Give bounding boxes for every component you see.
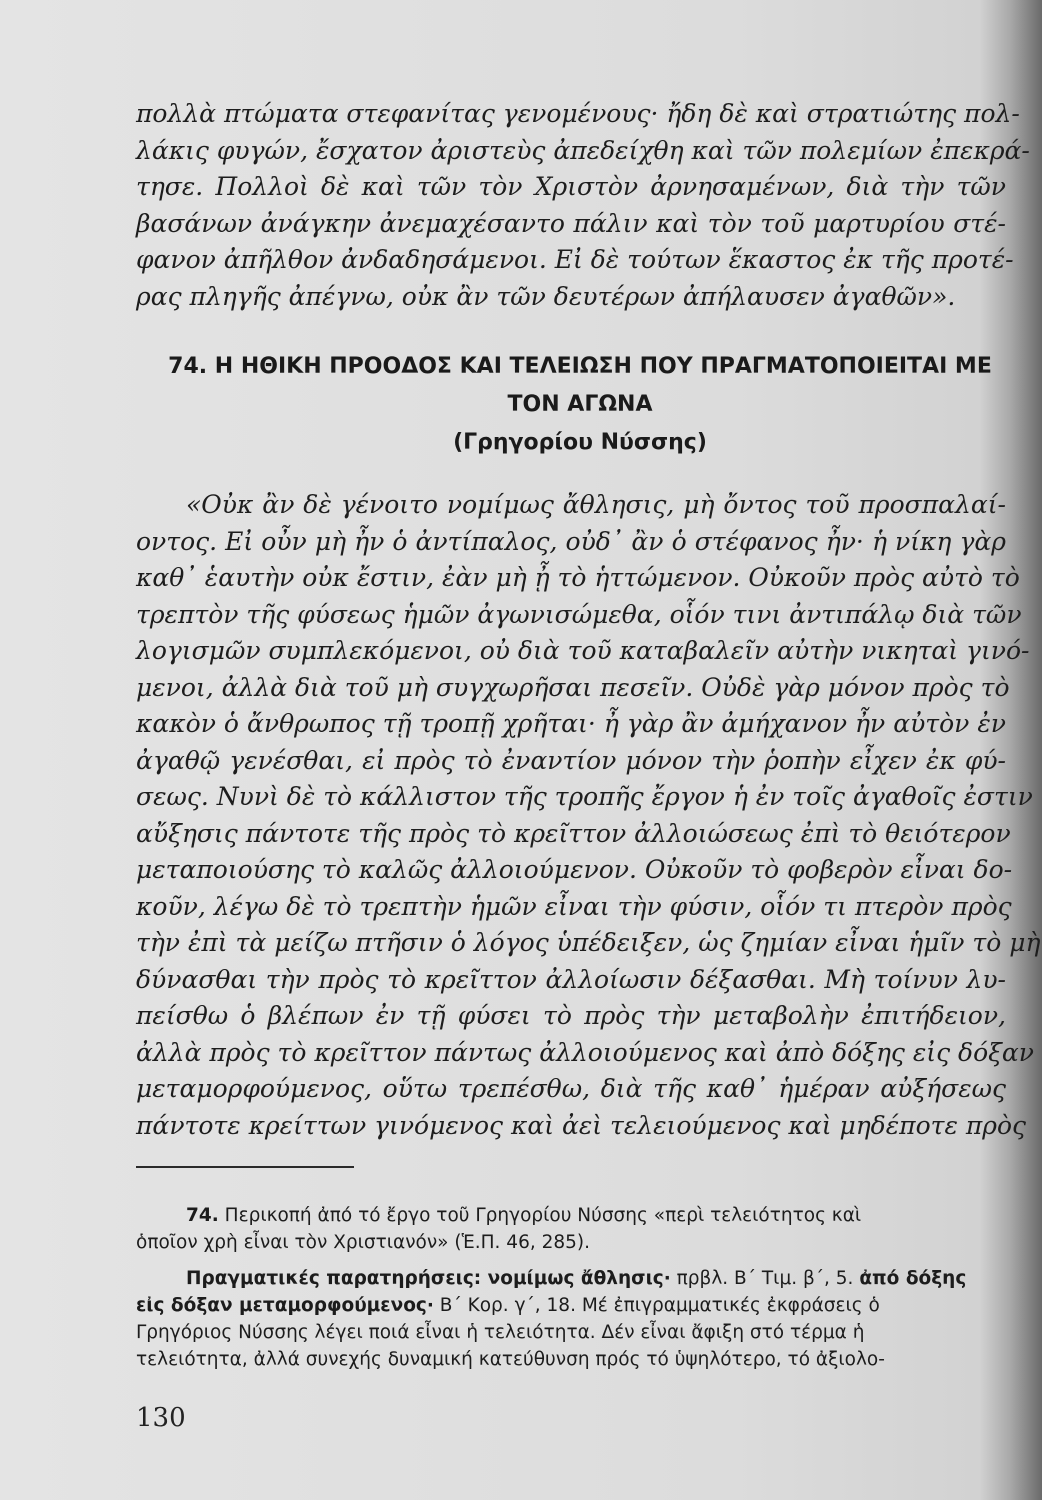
remarks-term: εἰς δόξαν μεταμορφούμενος· — [136, 1295, 434, 1316]
remarks-line: Γρηγόριος Νύσσης λέγει ποιά εἶναι ἡ τελειότητα. Δέν εἶναι ἄφιξη στό τέρμα ἡ — [136, 1322, 865, 1343]
footnote-line — [186, 1202, 1006, 1229]
text-line: τὴν ἐπὶ τὰ μείζω πτῆσιν ὁ λόγος ὑπέδειξεν, ὡς ζημίαν εἶναι ἡμῖν τὸ μὴ — [136, 928, 1041, 957]
text-line: πείσθω ὁ βλέπων ἐν τῇ φύσει τὸ πρὸς τὴν μεταβολὴν ἐπιτήδειον, — [136, 1001, 1006, 1030]
text-line: τρεπτὸν τῆς φύσεως ἡμῶν ἀγωνισώμεθα, οἷόν τινι ἀντιπάλῳ διὰ τῶν — [136, 599, 1022, 629]
remarks-block — [136, 1265, 1006, 1373]
text-line: πολλὰ πτώματα στεφανίτας γενομένους· ἤδη δὲ καὶ στρατιώτης πολ- — [136, 99, 1020, 128]
intro-paragraph — [136, 96, 1030, 315]
text-line: λάκις φυγών, ἔσχατον ἀριστεὺς ἀπεδείχθη καὶ τῶν πολεμίων ἐπεκρά- — [136, 135, 1030, 165]
text-line: κοῦν, λέγω δὲ τὸ τρεπτὴν ἡμῶν εἶναι τὴν φύσιν, οἷόν τι πτερὸν πρὸς — [136, 891, 1012, 921]
text-line: μεταμορφούμενος, οὕτω τρεπέσθω, διὰ τῆς καθ᾽ ἡμέραν αὐξήσεως — [136, 1074, 1006, 1103]
footnote-text: Περικοπή ἀπό τό ἔργο τοῦ Γρηγορίου Νύσσης «περὶ τελειότητος καὶ — [218, 1205, 862, 1226]
footnote-line: ὁποῖον χρὴ εἶναι τὸν Χριστιανόν» (Ἑ.Π. 46, 285). — [136, 1232, 591, 1253]
section-title-line: ΤΟΝ ΑΓΩΝΑ — [507, 392, 653, 417]
quote-paragraph — [136, 487, 1041, 1144]
text-line: «Οὐκ ἂν δὲ γένοιτο νομίμως ἄθλησις, μὴ ὄντος τοῦ προσπαλαί- — [186, 490, 1006, 519]
text-line: ἀγαθῷ γενέσθαι, εἰ πρὸς τὸ ἐναντίον μόνον τὴν ῥοπὴν εἶχεν ἐκ φύ- — [136, 745, 1006, 775]
text-line: αὔξησις πάντοτε τῆς πρὸς τὸ κρεῖττον ἀλλοιώσεως ἐπὶ τὸ θειότερον — [136, 818, 1011, 848]
page-number: 130 — [136, 1403, 186, 1433]
text-line: οντος. Εἰ οὖν μὴ ἦν ὁ ἀντίπαλος, οὐδ᾽ ἂν ὁ στέφανος ἦν· ἡ νίκη γὰρ — [136, 526, 1006, 556]
text-line: βασάνων ἀνάγκην ἀνεμαχέσαντο πάλιν καὶ τὸν τοῦ μαρτυρίου στέ- — [136, 208, 1006, 238]
text-line: σεως. Νυνὶ δὲ τὸ κάλλιστον τῆς τροπῆς ἔργον ἡ ἐν τοῖς ἀγαθοῖς ἐστιν — [136, 782, 1033, 811]
text-line: κακὸν ὁ ἄνθρωπος τῇ τροπῇ χρῆται· ἦ γὰρ ἂν ἀμήχανον ἦν αὐτὸν ἐν — [136, 709, 1006, 738]
text-line: δύνασθαι τὴν πρὸς τὸ κρεῖττον ἀλλοίωσιν δέξασθαι. Μὴ τοίνυν λυ- — [136, 964, 1006, 994]
remarks-ref: Β΄ Κορ. γ΄, 18. Μέ ἐπιγραμματικές ἐκφράσεις ὁ — [433, 1295, 880, 1316]
remarks-term: ἀπό δόξης — [859, 1268, 967, 1289]
text-line: φανον ἀπῆλθον ἀνδαδησάμενοι. Εἰ δὲ τούτων ἕκαστος ἐκ τῆς προτέ- — [136, 245, 1014, 274]
remarks-line: τελειότητα, ἀλλά συνεχής δυναμική κατεύθυνση πρός τό ὑψηλότερο, τό ἀξιολο- — [136, 1349, 885, 1370]
footnote-separator — [136, 1166, 354, 1168]
section-title-line: 74. Η ΗΘΙΚΗ ΠΡΟΟΔΟΣ ΚΑΙ ΤΕΛΕΙΩΣΗ ΠΟΥ ΠΡΑΓΜΑΤΟΠΟΙΕΙΤΑΙ ΜΕ — [168, 354, 992, 379]
text-line: ἀλλὰ πρὸς τὸ κρεῖττον πάντως ἀλλοιούμενος καὶ ἀπὸ δόξης εἰς δόξαν — [136, 1037, 1034, 1067]
remarks-ref: πρβλ. Β΄ Τιμ. β΄, 5. — [670, 1268, 860, 1289]
text-line: μενοι, ἀλλὰ διὰ τοῦ μὴ συγχωρῆσαι πεσεῖν. Οὐδὲ γὰρ μόνον πρὸς τὸ — [136, 672, 1010, 702]
remarks-label: Πραγματικές παρατηρήσεις: νομίμως ἄθλησις· — [186, 1268, 671, 1289]
section-heading — [140, 348, 1020, 462]
footnote-number: 74. — [186, 1205, 219, 1226]
section-author: (Γρηγορίου Νύσσης) — [453, 430, 707, 455]
text-line: καθ᾽ ἑαυτὴν οὐκ ἔστιν, ἐὰν μὴ ᾖ τὸ ἡττώμενον. Οὐκοῦν πρὸς αὐτὸ τὸ — [136, 563, 1020, 592]
remarks-line — [136, 1265, 1006, 1292]
text-line: ρας πληγῆς ἀπέγνω, οὐκ ἂν τῶν δευτέρων ἀπήλαυσεν ἀγαθῶν». — [136, 281, 956, 311]
text-line: τησε. Πολλοὶ δὲ καὶ τῶν τὸν Χριστὸν ἀρνησαμένων, διὰ τὴν τῶν — [136, 172, 1006, 201]
remarks-line — [136, 1292, 1006, 1319]
text-line: λογισμῶν συμπλεκόμενοι, οὐ διὰ τοῦ καταβαλεῖν αὐτὴν νικηταὶ γινό- — [136, 636, 1030, 665]
footnote-block — [136, 1202, 1006, 1256]
text-line: μεταποιούσης τὸ καλῶς ἀλλοιούμενον. Οὐκοῦν τὸ φοβερὸν εἶναι δο- — [136, 855, 1013, 884]
text-line: πάντοτε κρείττων γινόμενος καὶ ἀεὶ τελειούμενος καὶ μηδέποτε πρὸς — [136, 1110, 1027, 1140]
